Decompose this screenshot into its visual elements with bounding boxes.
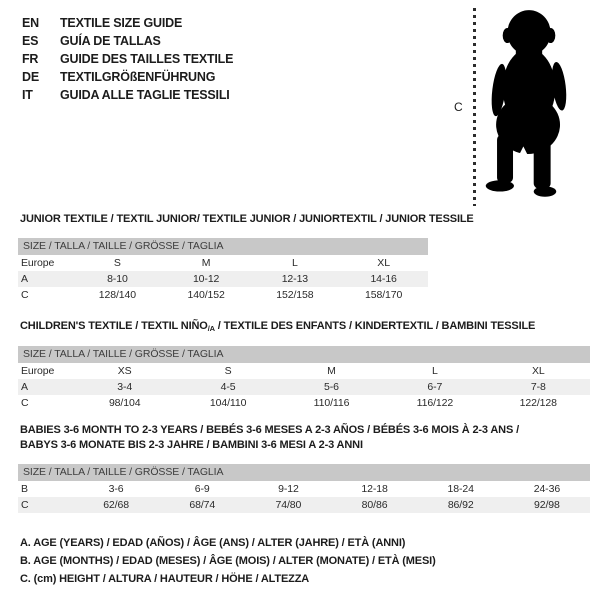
value-cell: 92/98 xyxy=(534,499,560,511)
legend-line: C. (cm) HEIGHT / ALTURA / HAUTEUR / HÖHE / ALTEZZA xyxy=(20,573,310,585)
heading-line xyxy=(20,423,519,438)
value-cell: 9-12 xyxy=(278,483,299,495)
row-label-cell: Europe xyxy=(21,257,55,269)
heading-line xyxy=(20,438,519,453)
baby-figure xyxy=(440,0,600,215)
table-block-3 xyxy=(18,464,590,513)
heading-text: JUNIOR TEXTILE / TEXTIL JUNIOR/ TEXTILE JUNIOR / JUNIORTEXTIL / JUNIOR TESSILE xyxy=(20,213,474,225)
value-cell: 4-5 xyxy=(220,381,236,393)
table-row xyxy=(18,271,428,287)
row-label-cell: A xyxy=(21,273,28,285)
size-header-bar: SIZE / TALLA / TAILLE / GRÖSSE / TAGLIA xyxy=(18,464,590,481)
section-heading-1 xyxy=(20,212,474,227)
heading-text: / TEXTILE DES ENFANTS / KINDERTEXTIL / BAMBINI TESSILE xyxy=(214,320,536,332)
value-cell: 12-18 xyxy=(361,483,388,495)
value-cell: 122/128 xyxy=(519,397,557,409)
value-cell: 12-13 xyxy=(281,273,309,285)
value-cell: 10-12 xyxy=(192,273,220,285)
legend-line: A. AGE (YEARS) / EDAD (AÑOS) / ÂGE (ANS) / ALTER (JAHRE) / ETÀ (ANNI) xyxy=(20,537,406,549)
heading-text: BABYS 3-6 MONATE BIS 2-3 JAHRE / BAMBINI 3-6 MESI A 2-3 ANNI xyxy=(20,439,363,451)
value-cell: 62/68 xyxy=(103,499,129,511)
table-row xyxy=(18,481,590,497)
table-block-1 xyxy=(18,238,428,303)
value-cell: 86/92 xyxy=(447,499,474,511)
value-cell: M xyxy=(327,365,336,377)
row-label-cell: B xyxy=(21,483,28,495)
value-cell: 98/104 xyxy=(108,397,141,409)
heading-line xyxy=(20,212,474,227)
table-row xyxy=(18,363,590,379)
value-cell: 128/140 xyxy=(98,289,136,301)
size-table-junior xyxy=(18,255,428,303)
size-header-bar: SIZE / TALLA / TAILLE / GRÖSSE / TAGLIA xyxy=(18,346,590,363)
value-cell: 18-24 xyxy=(447,483,474,495)
value-cell: 7-8 xyxy=(530,381,546,393)
value-cell: 152/158 xyxy=(276,289,314,301)
value-cell: 3-6 xyxy=(108,483,124,495)
language-title: GUIDA ALLE TAGLIE TESSILI xyxy=(60,88,230,102)
language-row xyxy=(22,68,233,86)
table-block-2 xyxy=(18,346,590,411)
section-heading-2 xyxy=(20,319,535,334)
heading-line xyxy=(20,319,535,334)
section-heading-3 xyxy=(20,423,519,453)
language-code: FR xyxy=(22,52,39,66)
value-cell: S xyxy=(224,365,232,377)
language-code: ES xyxy=(22,34,39,48)
size-table-children xyxy=(18,363,590,411)
language-row xyxy=(22,50,233,68)
heading-text: /A xyxy=(207,324,215,333)
row-label-cell: C xyxy=(21,397,29,409)
value-cell: 8-10 xyxy=(107,273,128,285)
language-code: IT xyxy=(22,88,33,102)
row-label-cell: C xyxy=(21,289,29,301)
value-cell: 110/116 xyxy=(313,397,350,409)
language-title: TEXTILGRÖßENFÜHRUNG xyxy=(60,70,216,84)
language-list xyxy=(22,14,233,104)
height-dashed-line xyxy=(473,8,476,206)
value-cell: L xyxy=(292,257,298,269)
value-cell: 3-4 xyxy=(117,381,133,393)
legend xyxy=(20,534,436,588)
value-cell: 116/122 xyxy=(416,397,454,409)
language-code: DE xyxy=(22,70,39,84)
value-cell: M xyxy=(201,257,211,269)
value-cell: 104/110 xyxy=(209,397,247,409)
table-row xyxy=(18,287,428,303)
value-cell: 158/170 xyxy=(364,289,403,301)
heading-text: CHILDREN'S TEXTILE / TEXTIL NIÑO xyxy=(20,320,208,332)
value-cell: 14-16 xyxy=(370,273,397,285)
height-measure-label: C xyxy=(454,100,463,114)
value-cell: S xyxy=(113,257,121,269)
value-cell: 24-36 xyxy=(533,483,561,495)
size-table-babies xyxy=(18,481,590,513)
language-title: GUÍA DE TALLAS xyxy=(60,34,161,48)
row-label-cell: C xyxy=(21,499,29,511)
value-cell: 140/152 xyxy=(187,289,225,301)
table-row xyxy=(18,395,590,411)
legend-line: B. AGE (MONTHS) / EDAD (MESES) / ÂGE (MOIS) / ALTER (MONATE) / ETÀ (MESI) xyxy=(20,555,436,567)
language-title: GUIDE DES TAILLES TEXTILE xyxy=(60,52,234,66)
language-title: TEXTILE SIZE GUIDE xyxy=(60,16,183,30)
row-label-cell: Europe xyxy=(21,365,55,377)
size-header-bar: SIZE / TALLA / TAILLE / GRÖSSE / TAGLIA xyxy=(18,238,428,255)
value-cell: XL xyxy=(377,257,390,269)
language-row xyxy=(22,14,233,32)
value-cell: 74/80 xyxy=(275,499,302,511)
value-cell: 80/86 xyxy=(361,499,388,511)
value-cell: 6-9 xyxy=(194,483,210,495)
language-row xyxy=(22,86,233,104)
value-cell: L xyxy=(431,365,438,377)
value-cell: XL xyxy=(531,365,545,377)
table-row xyxy=(18,497,590,513)
value-cell: 6-7 xyxy=(427,381,443,393)
table-row xyxy=(18,255,428,271)
baby-silhouette-icon xyxy=(482,4,576,208)
row-label-cell: A xyxy=(21,381,28,393)
value-cell: 5-6 xyxy=(324,381,339,393)
value-cell: 68/74 xyxy=(189,499,216,511)
heading-text: BABIES 3-6 MONTH TO 2-3 YEARS / BEBÉS 3-6 MESES A 2-3 AÑOS / BÉBÉS 3-6 MOIS À 2-3 ANS / xyxy=(20,424,519,436)
language-row xyxy=(22,32,233,50)
table-row xyxy=(18,379,590,395)
language-code: EN xyxy=(22,16,39,30)
value-cell: XS xyxy=(117,365,132,377)
